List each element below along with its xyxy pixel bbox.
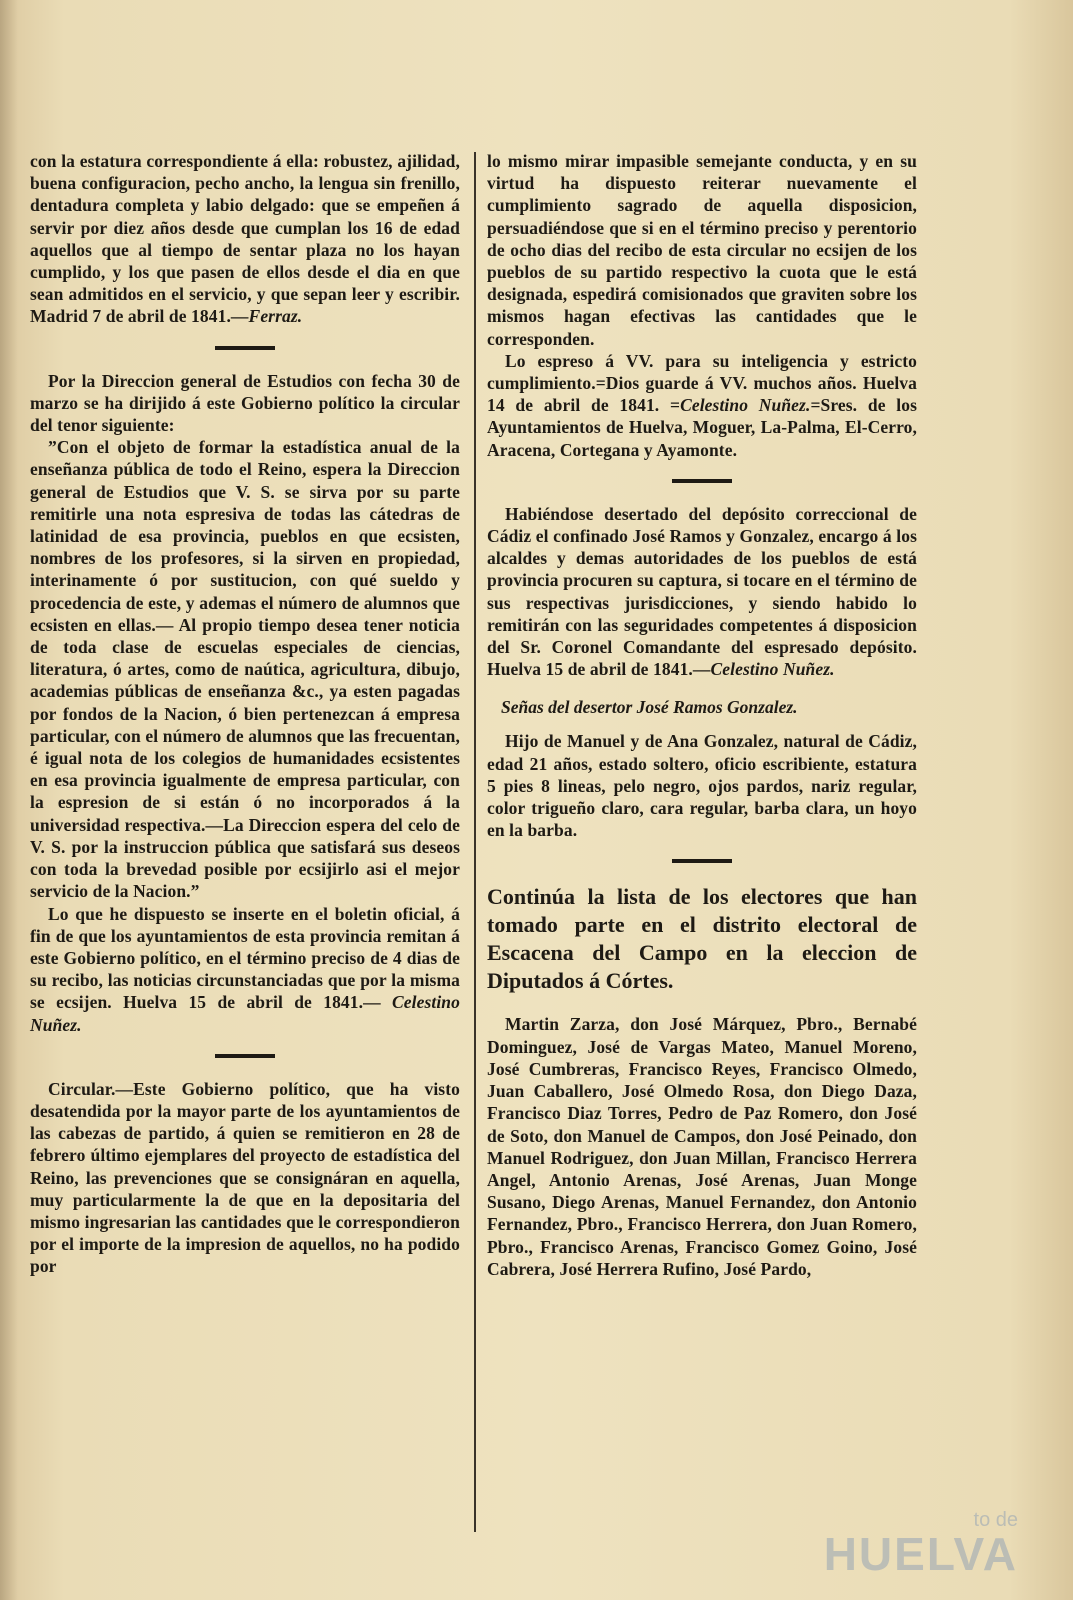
page-edge-shadow (0, 0, 18, 1600)
paragraph-text: con la estatura correspondiente á ella: robustez, ajilidad, buena configuracion, pecho ancho, la lengua sin frenillo, dentadura completa y labio delgado: que se empeñen á servir por diez años desde que cumplan los 16 de edad aquellos que al tiempo de sentar plaza no los hayan cumplido, y los que pasen de ellos desde el dia en que sean admitidos en el servicio, y que sepan leer y escribir. Madrid 7 de abril de 1841.— (30, 151, 460, 327)
section-separator (215, 346, 275, 350)
paragraph-deserter-description: Hijo de Manuel y de Ana Gonzalez, natural de Cádiz, edad 21 años, estado soltero, oficio escribiente, estatura 5 pies 8 lineas, pelo negro, ojos pardos, nariz regular, color trigueño claro, cara regular, barba clara, un hoyo en la barba. (487, 731, 917, 841)
paragraph-text: Lo que he dispuesto se inserte en el boletin oficial, á fin de que los ayuntamientos de esta provincia remitan á este Gobierno político, en el término preciso de 4 dias de su recibo, las noticias circunstanciadas que por la misma se ecsijen. Huelva 15 de abril de 1841.— (30, 903, 460, 1013)
watermark-caption: to de (973, 1509, 1018, 1531)
paragraph-estudios-intro: Por la Direccion general de Estudios con fecha 30 de marzo se ha dirijido á este Gobierno político la circular del tenor siguiente: (30, 370, 460, 436)
signature: Celestino Nuñez. (680, 395, 811, 416)
watermark-title: HUELVA (823, 1528, 1018, 1580)
paragraph-continuation: lo mismo mirar impasible semejante conducta, y en su virtud ha dispuesto reiterar nuevamente el cumplimiento sagrado de aquella disposicion, persuadiéndose que si en el término preciso y perentorio de ocho dias del recibo de esta circular no ecsijen de los pueblos de su partido respectivo la cuota que le está designada, espedirá comisionados que graviten sobre los mismos hagan efectivas las cantidades que le corresponden. (487, 151, 917, 349)
electors-heading: Continúa la lista de los electores que han tomado parte en el distrito electoral de Escacena del Campo en la eleccion de Diputados á Córtes. (487, 884, 917, 994)
section-separator (215, 1054, 275, 1058)
archive-watermark (824, 1510, 1018, 1578)
signature: Ferraz. (248, 306, 303, 327)
left-column (30, 150, 460, 1278)
paragraph-boletin (30, 903, 460, 1036)
signature: Celestino Nuñez. (30, 992, 460, 1035)
paragraph-text: =Sres. de los Ayuntamientos de Huelva, Moguer, La-Palma, El-Cerro, Aracena, Cortegana y Ayamonte. (487, 395, 917, 460)
deserter-subtitle: Señas del desertor José Ramos Gonzalez. (501, 697, 798, 718)
paragraph-text: Habiéndose desertado del depósito correccional de Cádiz el confinado José Ramos y Gonzalez, encargo á los alcaldes y demas autoridades de los pueblos de está provincia procuren su captura, si tocare en el término de sus respectivas jurisdicciones, y siendo habido lo remitirán con las seguridades competentes á disposicion del Sr. Coronel Comandante del espresado depósito. Huelva 15 de abril de 1841.— (487, 503, 917, 680)
right-column (487, 150, 917, 1280)
paragraph-text: Lo espreso á VV. para su inteligencia y estricto cumplimiento.=Dios guarde á VV. muchos años. Huelva 14 de abril de 1841. = (487, 350, 917, 416)
paragraph-deserter (487, 503, 917, 681)
column-divider (474, 152, 476, 1532)
section-separator (672, 859, 732, 863)
signature: Celestino Nuñez. (710, 659, 835, 680)
paragraph-electors-list: Martin Zarza, don José Márquez, Pbro., Bernabé Dominguez, José de Vargas Mateo, Manuel Moreno, José Cumbreras, Francisco Reyes, Francisco Olmedo, Juan Caballero, José Olmedo Rosa, don Diego Daza, Francisco Diaz Torres, Pedro de Paz Romero, don José de Soto, don Manuel de Campos, don José Peinado, don Manuel Rodriguez, don Juan Millan, Francisco Herrera Angel, Antonio Arenas, José Arenas, Juan Monge Susano, Diego Arenas, Manuel Fernandez, don Antonio Fernandez, Pbro., Francisco Herrera, don Juan Romero, Pbro., Francisco Arenas, Francisco Gomez Goino, José Cabrera, José Herrera Rufino, José Pardo, (487, 1014, 917, 1279)
paragraph-closing (487, 350, 917, 461)
paragraph-circular: Circular.—Este Gobierno político, que ha visto desatendida por la mayor parte de los ayuntamientos de las cabezas de partido, á quien se remitieron en 28 de febrero último ejemplares del proyecto de estadística del Reino, las prevenciones que se consignáran en aquella, muy particularmente la de que en la depositaria del mismo ingresarian las cantidades que le correspondieron por el importe de la impresion de aquellos, no ha podido por (30, 1078, 460, 1277)
paragraph-recruitment (30, 150, 460, 328)
paragraph-circular-quote: ”Con el objeto de formar la estadística anual de la enseñanza pública de todo el Reino, espera la Direccion general de Estudios que V. S. se sirva por su parte remitirle una nota espresiva de todas las cátedras de latinidad de esa provincia, pueblos en que ecsisten, nombres de los profesores, si la sirven en propiedad, interinamente ó por sustitucion, con qué sueldo y procedencia de este, y ademas el número de alumnos que ecsisten en ellas.— Al propio tiempo desea tener noticia de toda clase de escuelas especiales de ciencias, literatura, ó artes, como de naútica, agricultura, dibujo, academias públicas de enseñanza &c., ya esten pagadas por fondos de la Nacion, ó bien pertenezcan á empresa particular, con el número de alumnos que las frecuentan, é igual nota de los colegios de humanidades ecsistentes en esa provincia igualmente de empresa particular, con la espresion de si están ó no incorporados á la universidad respectiva.—La Direccion espera del celo de V. S. por la instruccion pública que satisfará sus deseos con toda la brevedad posible por ecsijirlo asi el mejor servicio de la Nacion.” (30, 437, 460, 902)
section-separator (672, 479, 732, 483)
